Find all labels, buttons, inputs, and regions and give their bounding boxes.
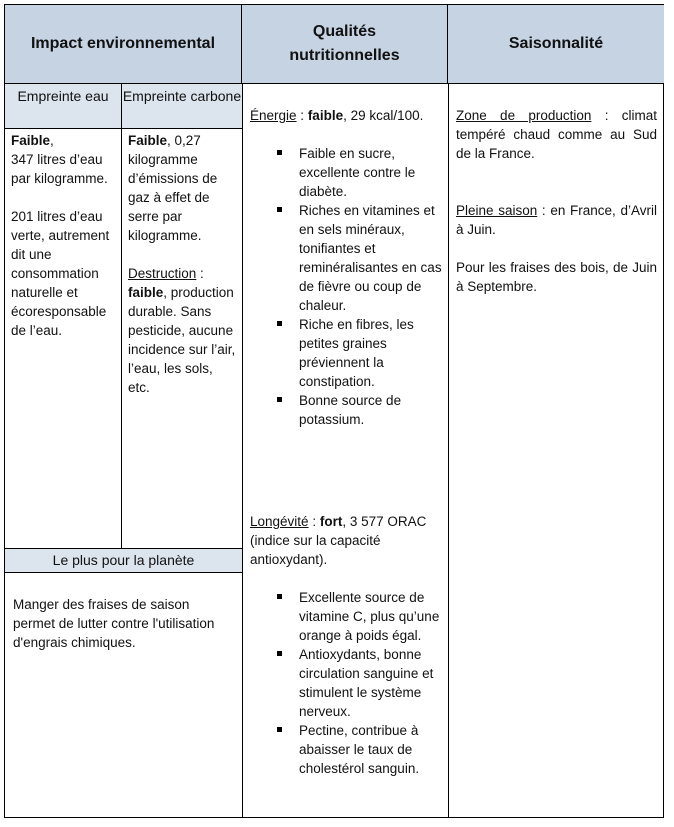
energie-text: , 29 kcal/100. <box>343 108 424 123</box>
eau-faible: Faible <box>11 133 51 148</box>
header-qualites-label: Qualités nutritionnelles <box>289 23 400 64</box>
destruction-text: , production durable. Sans pesticide, aucune incidence sur l’air, l’eau, les sols, etc. <box>128 285 236 395</box>
longevite-list <box>250 588 444 778</box>
energie-list <box>250 144 444 429</box>
energie-item: Riches en vitamines et en sels minéraux, tonifiantes et reminéralisantes en cas de fièvre ou coup de chaleur. <box>250 201 444 315</box>
longevite-item: Excellente source de vitamine C, plus qu’une orange à poids égal. <box>250 588 444 645</box>
longevite-text: , 3 577 ORAC (indice sur la capacité antioxydant). <box>250 514 427 567</box>
energie-sep: : <box>296 108 308 123</box>
subheader-carbone-label: Empreinte carbone <box>122 88 242 104</box>
empreinte-eau-content <box>11 131 119 340</box>
divider-subheader <box>5 128 242 129</box>
subheader-empreinte-carbone <box>122 84 242 128</box>
destruction-faible: faible <box>128 285 164 300</box>
longevite-fort: fort <box>319 514 343 529</box>
header-saisonnalite <box>448 5 664 84</box>
eau-text-1: 347 litres d’eau par kilogramme. <box>11 152 108 186</box>
divider-plus-bottom <box>5 572 242 573</box>
qualites-longevite <box>250 512 444 778</box>
fraises-bois-text: Pour les fraises des bois, de Juin à Septembre. <box>456 260 657 294</box>
zone-production-text: : climat tempéré chaud comme au Sud de la France. <box>456 108 657 161</box>
header-saison-label: Saisonnalité <box>508 35 604 52</box>
plus-planete-label: Le plus pour la planète <box>52 552 195 568</box>
longevite-item: Antioxydants, bonne circulation sanguine et stimulent le système nerveux. <box>250 645 444 721</box>
longevite-item: Pectine, contribue à abaisser le taux de cholestérol sanguin. <box>250 721 444 778</box>
header-impact-label: Impact environnemental <box>30 35 216 52</box>
carbone-text-1: , 0,27 kilogramme d’émissions de gaz à effet de serre par kilogramme. <box>128 133 218 243</box>
header-qualites-nutritionnelles <box>242 5 448 84</box>
pleine-saison-label: Pleine saison <box>456 203 538 218</box>
zone-production-label: Zone de production <box>456 108 592 123</box>
energie-item: Riche en fibres, les petites graines préviennent la constipation. <box>250 315 444 391</box>
saison-content <box>456 106 657 296</box>
longevite-label: Longévité <box>250 514 309 529</box>
divider-col1 <box>242 84 243 818</box>
destruction-label: Destruction <box>128 266 197 281</box>
divider-eau-carbone <box>121 84 122 549</box>
qualites-energie <box>250 106 444 429</box>
pleine-saison-text: : en France, d’Avril à Juin. <box>456 203 657 237</box>
eau-comma: , <box>50 133 54 148</box>
energie-label: Énergie <box>250 108 297 123</box>
energie-item: Faible en sucre, excellente contre le diabète. <box>250 144 444 201</box>
longevite-sep: : <box>308 514 320 529</box>
subheader-plus-planete <box>5 549 242 572</box>
subheader-eau-label: Empreinte eau <box>17 88 109 104</box>
eau-text-2: 201 litres d’eau verte, autrement dit une consommation naturelle et écoresponsable de l’eau. <box>11 209 110 338</box>
energie-faible: faible <box>307 108 344 123</box>
energie-item: Bonne source de potassium. <box>250 391 444 429</box>
divider-col2 <box>448 84 449 818</box>
plus-planete-text <box>13 595 235 652</box>
carbone-faible: Faible <box>128 133 168 148</box>
destruction-colon: : <box>196 266 204 281</box>
subheader-empreinte-eau <box>5 84 121 128</box>
plus-planete-paragraph: Manger des fraises de saison permet de lutter contre l'utilisation d'engrais chimiques. <box>13 597 215 650</box>
header-impact-environnemental <box>5 5 242 84</box>
empreinte-carbone-content <box>128 131 236 397</box>
fraises-table <box>4 4 664 818</box>
